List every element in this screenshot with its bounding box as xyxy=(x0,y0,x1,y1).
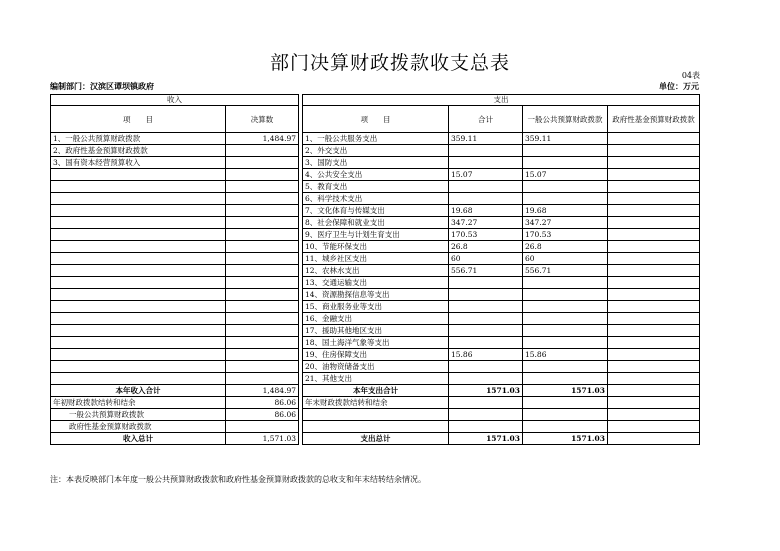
carry-fund xyxy=(608,421,700,433)
expense-general xyxy=(523,373,608,385)
expense-fund xyxy=(608,193,700,205)
report-title: 部门决算财政拨款收支总表 xyxy=(269,52,510,74)
table-row xyxy=(51,325,700,337)
income-item xyxy=(51,325,226,337)
income-total-label: 本年收入合计 xyxy=(51,385,226,397)
expense-header: 支出 xyxy=(303,95,700,106)
expense-general: 359.11 xyxy=(523,133,608,145)
expense-total-label: 本年支出合计 xyxy=(303,385,449,397)
income-amount: 1,484.97 xyxy=(226,133,299,145)
expense-fund xyxy=(608,241,700,253)
expense-total: 556.71 xyxy=(449,265,523,277)
column-header-row xyxy=(51,106,700,133)
carry-income-amount: 86.06 xyxy=(226,397,299,409)
income-amount xyxy=(226,373,299,385)
income-item xyxy=(51,265,226,277)
expense-total: 19.68 xyxy=(449,205,523,217)
col-amount: 决算数 xyxy=(226,106,299,133)
col-expense-item: 项 目 xyxy=(303,106,449,133)
expense-total xyxy=(449,361,523,373)
income-item xyxy=(51,349,226,361)
expense-total xyxy=(449,157,523,169)
expense-general: 60 xyxy=(523,253,608,265)
expense-item: 21、其他支出 xyxy=(303,373,449,385)
expense-fund xyxy=(608,265,700,277)
expense-fund xyxy=(608,157,700,169)
col-income-item: 项 目 xyxy=(51,106,226,133)
expense-general xyxy=(523,157,608,169)
expense-total xyxy=(449,373,523,385)
grand-total-row xyxy=(51,433,700,445)
income-amount xyxy=(226,205,299,217)
expense-item: 11、城乡社区支出 xyxy=(303,253,449,265)
expense-general xyxy=(523,313,608,325)
expense-total xyxy=(449,337,523,349)
col-general-budget: 一般公共预算财政拨款 xyxy=(523,106,608,133)
carry-expense-item xyxy=(303,409,449,421)
carry-general xyxy=(523,397,608,409)
expense-general xyxy=(523,301,608,313)
expense-total: 26.8 xyxy=(449,241,523,253)
expense-item: 17、援助其他地区支出 xyxy=(303,325,449,337)
expense-item: 3、国防支出 xyxy=(303,157,449,169)
income-item xyxy=(51,205,226,217)
expense-item: 4、公共安全支出 xyxy=(303,169,449,181)
income-amount xyxy=(226,337,299,349)
grand-expense-total: 1571.03 xyxy=(449,433,523,445)
expense-general: 15.86 xyxy=(523,349,608,361)
income-amount xyxy=(226,181,299,193)
expense-item: 8、社会保障和就业支出 xyxy=(303,217,449,229)
income-item xyxy=(51,181,226,193)
carry-row xyxy=(51,397,700,409)
income-item xyxy=(51,241,226,253)
report-meta xyxy=(50,81,699,92)
expense-total-general: 1571.03 xyxy=(523,385,608,397)
grand-expense-fund xyxy=(608,433,700,445)
expense-item: 10、节能环保支出 xyxy=(303,241,449,253)
carry-expense-item xyxy=(303,421,449,433)
carry-income-item: 一般公共预算财政拨款 xyxy=(51,409,226,421)
section-header-row xyxy=(51,95,700,106)
org-label: 编制部门：汉滨区谭坝镇政府 xyxy=(50,81,154,91)
expense-fund xyxy=(608,361,700,373)
expense-total xyxy=(449,145,523,157)
table-row xyxy=(51,157,700,169)
income-item xyxy=(51,229,226,241)
expense-total-fund xyxy=(608,385,700,397)
income-amount xyxy=(226,169,299,181)
expense-fund xyxy=(608,217,700,229)
income-total-amount: 1,484.97 xyxy=(226,385,299,397)
expense-total: 170.53 xyxy=(449,229,523,241)
expense-general xyxy=(523,289,608,301)
expense-general xyxy=(523,325,608,337)
expense-item: 13、交通运输支出 xyxy=(303,277,449,289)
table-row xyxy=(51,289,700,301)
expense-fund xyxy=(608,253,700,265)
table-row xyxy=(51,217,700,229)
expense-general: 15.07 xyxy=(523,169,608,181)
carry-income-item: 政府性基金预算财政拨款 xyxy=(51,421,226,433)
expense-fund xyxy=(608,313,700,325)
carry-total xyxy=(449,421,523,433)
expense-item: 20、油物资储备支出 xyxy=(303,361,449,373)
income-item xyxy=(51,253,226,265)
income-amount xyxy=(226,217,299,229)
expense-fund xyxy=(608,181,700,193)
carry-row xyxy=(51,421,700,433)
grand-expense-label: 支出总计 xyxy=(303,433,449,445)
carry-total xyxy=(449,397,523,409)
expense-total-sum: 1571.03 xyxy=(449,385,523,397)
income-amount xyxy=(226,313,299,325)
expense-fund xyxy=(608,349,700,361)
income-item xyxy=(51,313,226,325)
income-item xyxy=(51,193,226,205)
income-amount xyxy=(226,361,299,373)
income-amount xyxy=(226,325,299,337)
income-amount xyxy=(226,349,299,361)
income-item: 3、国有资本经营预算收入 xyxy=(51,157,226,169)
table-row xyxy=(51,361,700,373)
carry-general xyxy=(523,421,608,433)
unit-label: 单位：万元 xyxy=(659,81,699,91)
expense-fund xyxy=(608,133,700,145)
expense-general: 19.68 xyxy=(523,205,608,217)
table-row xyxy=(51,181,700,193)
expense-fund xyxy=(608,229,700,241)
income-amount xyxy=(226,229,299,241)
expense-total xyxy=(449,193,523,205)
expense-general xyxy=(523,181,608,193)
expense-total xyxy=(449,313,523,325)
expense-total xyxy=(449,325,523,337)
footnote: 注：本表反映部门本年度一般公共预算财政拨款和政府性基金预算财政拨款的总收支和年末结转结余情况。 xyxy=(50,475,426,484)
income-amount xyxy=(226,157,299,169)
income-item xyxy=(51,289,226,301)
table-row xyxy=(51,373,700,385)
expense-general: 556.71 xyxy=(523,265,608,277)
expense-general xyxy=(523,361,608,373)
carry-fund xyxy=(608,409,700,421)
income-amount xyxy=(226,253,299,265)
expense-general: 26.8 xyxy=(523,241,608,253)
expense-fund xyxy=(608,373,700,385)
expense-fund xyxy=(608,337,700,349)
carry-income-amount xyxy=(226,421,299,433)
expense-item: 12、农林水支出 xyxy=(303,265,449,277)
expense-total xyxy=(449,289,523,301)
table-row xyxy=(51,313,700,325)
expense-fund xyxy=(608,289,700,301)
table-row xyxy=(51,145,700,157)
income-item xyxy=(51,373,226,385)
expense-item: 5、教育支出 xyxy=(303,181,449,193)
year-total-row xyxy=(51,385,700,397)
expense-fund xyxy=(608,325,700,337)
expense-general xyxy=(523,337,608,349)
col-fund-budget: 政府性基金预算财政拨款 xyxy=(608,106,700,133)
expense-total: 15.86 xyxy=(449,349,523,361)
carry-row xyxy=(51,409,700,421)
expense-fund xyxy=(608,169,700,181)
expense-total: 347.27 xyxy=(449,217,523,229)
table-row xyxy=(51,277,700,289)
carry-total xyxy=(449,409,523,421)
expense-item: 1、一般公共服务支出 xyxy=(303,133,449,145)
expense-fund xyxy=(608,205,700,217)
carry-expense-item: 年末财政拨款结转和结余 xyxy=(303,397,449,409)
grand-income-amount: 1,571.03 xyxy=(226,433,299,445)
expense-item: 19、住房保障支出 xyxy=(303,349,449,361)
expense-fund xyxy=(608,145,700,157)
table-row xyxy=(51,205,700,217)
expense-total xyxy=(449,181,523,193)
expense-item: 6、科学技术支出 xyxy=(303,193,449,205)
income-item xyxy=(51,361,226,373)
expense-total xyxy=(449,301,523,313)
form-number: 04表 xyxy=(681,71,700,80)
expense-item: 18、国土海洋气象等支出 xyxy=(303,337,449,349)
expense-item: 7、文化体育与传媒支出 xyxy=(303,205,449,217)
table-row xyxy=(51,133,700,145)
income-item: 1、一般公共预算财政拨款 xyxy=(51,133,226,145)
income-item xyxy=(51,277,226,289)
expense-item: 9、医疗卫生与计划生育支出 xyxy=(303,229,449,241)
carry-income-item: 年初财政拨款结转和结余 xyxy=(51,397,226,409)
expense-total: 60 xyxy=(449,253,523,265)
table-row xyxy=(51,265,700,277)
income-amount xyxy=(226,289,299,301)
table-row xyxy=(51,169,700,181)
expense-general xyxy=(523,277,608,289)
income-amount xyxy=(226,265,299,277)
expense-item: 2、外交支出 xyxy=(303,145,449,157)
expense-item: 14、资源勘探信息等支出 xyxy=(303,289,449,301)
expense-general: 170.53 xyxy=(523,229,608,241)
income-amount xyxy=(226,301,299,313)
table-row xyxy=(51,193,700,205)
expense-general xyxy=(523,193,608,205)
table-row xyxy=(51,301,700,313)
income-item xyxy=(51,301,226,313)
table-row xyxy=(51,241,700,253)
income-amount xyxy=(226,145,299,157)
income-amount xyxy=(226,241,299,253)
expense-general xyxy=(523,145,608,157)
expense-item: 15、商业服务业等支出 xyxy=(303,301,449,313)
expense-general: 347.27 xyxy=(523,217,608,229)
carry-fund xyxy=(608,397,700,409)
income-item: 2、政府性基金预算财政拨款 xyxy=(51,145,226,157)
table-row xyxy=(51,349,700,361)
income-item xyxy=(51,217,226,229)
table-row xyxy=(51,337,700,349)
expense-fund xyxy=(608,277,700,289)
col-total: 合计 xyxy=(449,106,523,133)
grand-income-label: 收入总计 xyxy=(51,433,226,445)
income-item xyxy=(51,337,226,349)
table-row xyxy=(51,229,700,241)
expense-total: 15.07 xyxy=(449,169,523,181)
expense-total: 359.11 xyxy=(449,133,523,145)
income-amount xyxy=(226,277,299,289)
summary-table xyxy=(50,94,700,445)
expense-item: 16、金融支出 xyxy=(303,313,449,325)
carry-income-amount: 86.06 xyxy=(226,409,299,421)
grand-expense-general: 1571.03 xyxy=(523,433,608,445)
table-row xyxy=(51,253,700,265)
expense-fund xyxy=(608,301,700,313)
income-amount xyxy=(226,193,299,205)
income-item xyxy=(51,169,226,181)
carry-general xyxy=(523,409,608,421)
expense-total xyxy=(449,277,523,289)
income-header: 收入 xyxy=(51,95,299,106)
